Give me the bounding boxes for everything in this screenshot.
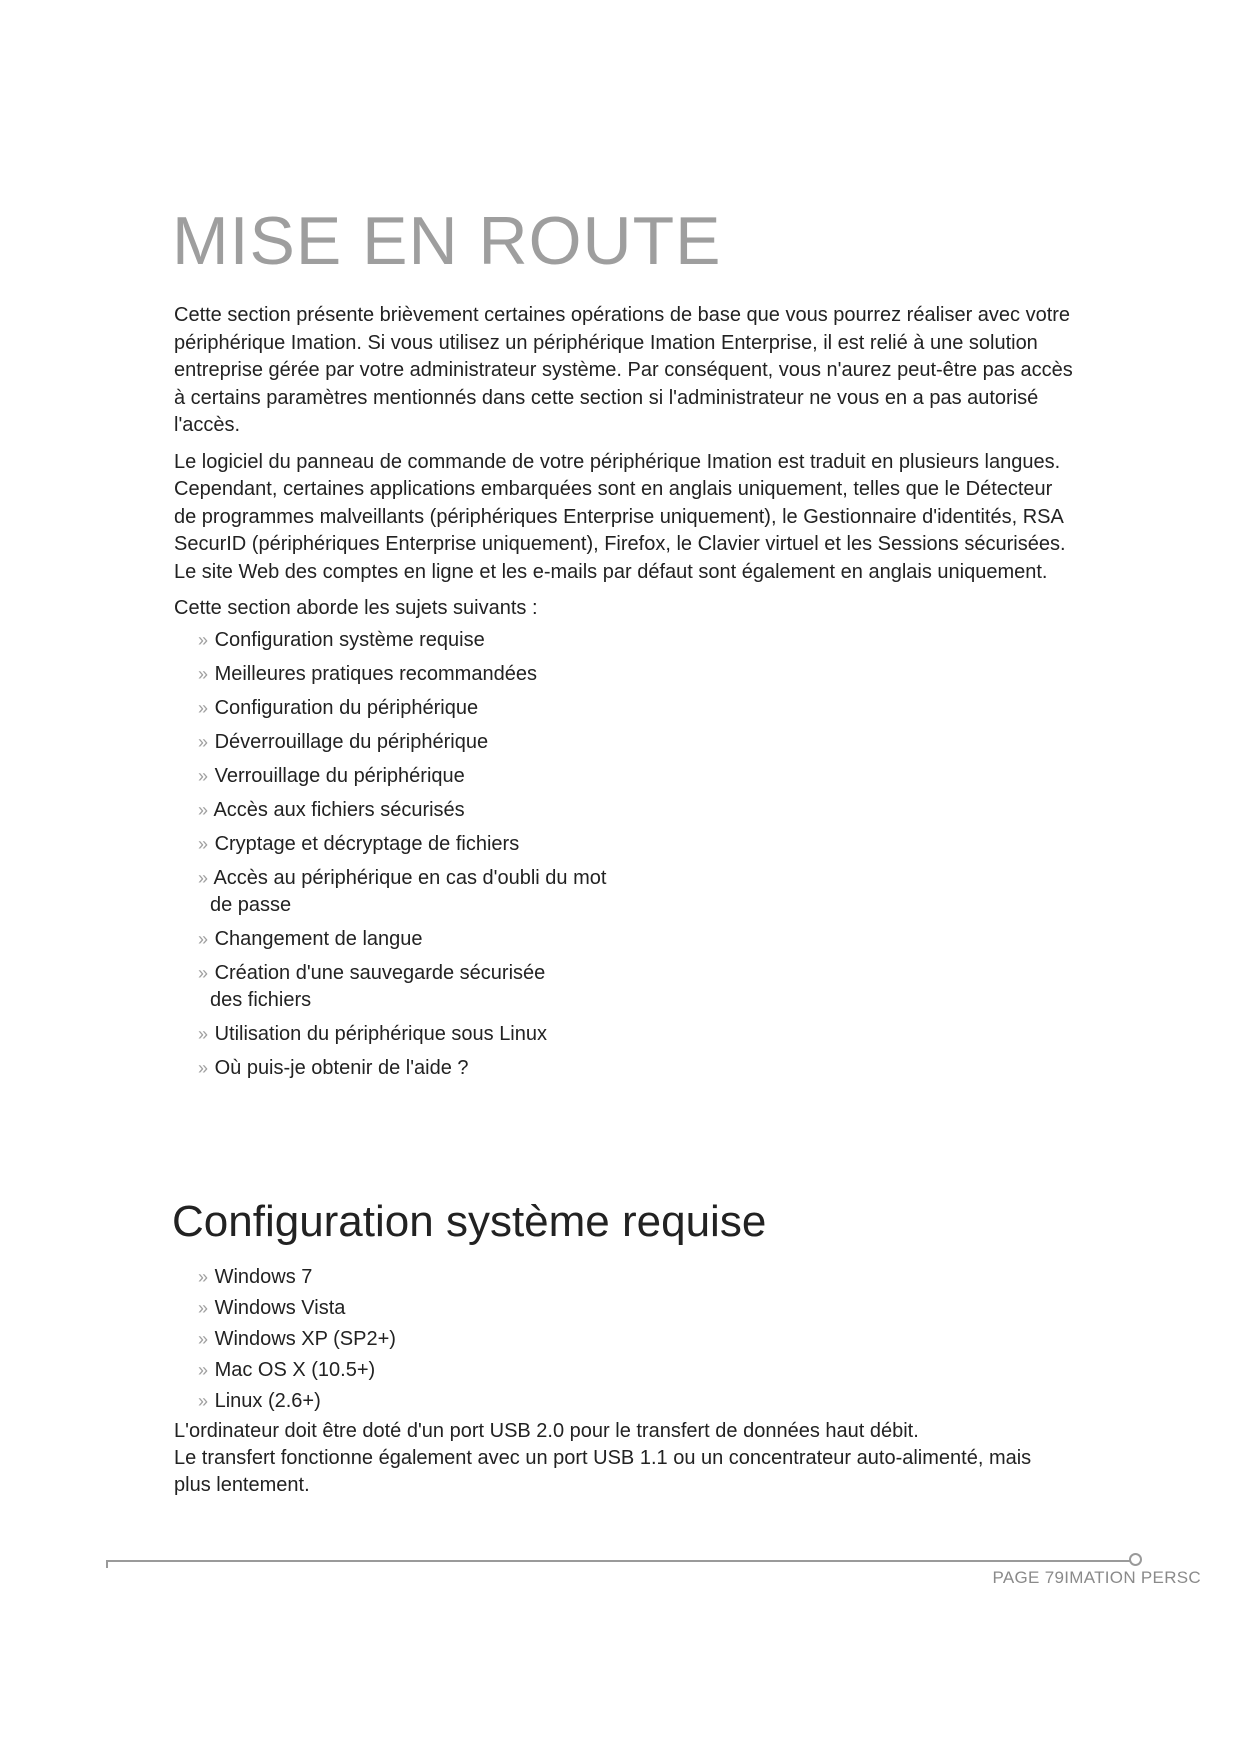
list-item: » Accès aux fichiers sécurisés bbox=[198, 798, 465, 821]
list-item: » Où puis-je obtenir de l'aide ? bbox=[198, 1056, 469, 1079]
chevron-right-icon: » bbox=[198, 765, 206, 786]
page-title: MISE EN ROUTE bbox=[172, 203, 722, 279]
list-item: » Cryptage et décryptage de fichiers bbox=[198, 832, 520, 855]
list-item: » Changement de langue bbox=[198, 927, 423, 950]
section-heading: Configuration système requise bbox=[172, 1197, 767, 1246]
chevron-right-icon: » bbox=[198, 1391, 206, 1411]
chevron-right-icon: » bbox=[198, 1023, 206, 1044]
chevron-right-icon: » bbox=[198, 1360, 206, 1380]
requirements-note: L'ordinateur doit être doté d'un port USB 2.0 pour le transfert de données haut débit. bbox=[174, 1420, 919, 1442]
chevron-right-icon: » bbox=[198, 697, 206, 718]
page-number: PAGE 79IMATION PERSC bbox=[992, 1568, 1201, 1587]
list-item: » Windows 7 bbox=[198, 1266, 313, 1288]
systems-list bbox=[174, 1263, 1074, 1415]
list-item: » Déverrouillage du périphérique bbox=[198, 730, 489, 753]
requirements-section bbox=[174, 1263, 1074, 1499]
list-item: » Verrouillage du périphérique bbox=[198, 764, 465, 787]
footer-rule-tick bbox=[106, 1560, 108, 1568]
chevron-right-icon: » bbox=[198, 629, 206, 650]
chevron-right-icon: » bbox=[198, 867, 206, 888]
list-item: » Accès au périphérique en cas d'oubli du mot de passe bbox=[198, 866, 607, 916]
chevron-right-icon: » bbox=[198, 833, 206, 854]
chevron-right-icon: » bbox=[198, 1298, 206, 1318]
list-item: » Meilleures pratiques recommandées bbox=[198, 662, 537, 685]
footer-rule-end-icon bbox=[1129, 1553, 1142, 1566]
chevron-right-icon: » bbox=[198, 1057, 206, 1078]
intro-section bbox=[174, 302, 1074, 1089]
list-item: » Création d'une sauvegarde sécurisée des fichiers bbox=[198, 961, 546, 1011]
chevron-right-icon: » bbox=[198, 962, 206, 983]
intro-paragraph: Cette section présente brièvement certaines opérations de base que vous pourrez réaliser avec votre périphérique Imation. Si vous utilisez un périphérique Imation Enterprise, il est relié à une solution entreprise gérée par votre administrateur système. Par conséquent, vous n'aurez peut-être pas accès à certains paramètres mentionnés dans cette section si l'administrateur ne vous en a pas autorisé l'accès. bbox=[174, 304, 1073, 436]
list-item: » Utilisation du périphérique sous Linux bbox=[198, 1022, 547, 1045]
chevron-right-icon: » bbox=[198, 799, 206, 820]
requirements-note: Le transfert fonctionne également avec un port USB 1.1 ou un concentrateur auto-alimenté, mais plus lentement. bbox=[174, 1447, 1032, 1496]
chevron-right-icon: » bbox=[198, 731, 206, 752]
footer-rule bbox=[106, 1560, 1132, 1562]
list-item: » Windows Vista bbox=[198, 1297, 346, 1319]
list-item: » Configuration système requise bbox=[198, 628, 485, 651]
topics-lead: Cette section aborde les sujets suivants : bbox=[174, 597, 538, 619]
chevron-right-icon: » bbox=[198, 1267, 206, 1287]
topics-list bbox=[174, 627, 1074, 1082]
list-item: » Mac OS X (10.5+) bbox=[198, 1359, 376, 1381]
list-item: » Windows XP (SP2+) bbox=[198, 1328, 396, 1350]
chevron-right-icon: » bbox=[198, 928, 206, 949]
chevron-right-icon: » bbox=[198, 1329, 206, 1349]
chevron-right-icon: » bbox=[198, 663, 206, 684]
list-item: » Configuration du périphérique bbox=[198, 696, 479, 719]
intro-paragraph: Le logiciel du panneau de commande de votre périphérique Imation est traduit en plusieurs langues. Cependant, certaines applications embarquées sont en anglais uniquement, telles que le Détecteur de programmes malveillants (périphériques Enterprise uniquement), le Gestionnaire d'identités, RSA SecurID (périphériques Enterprise uniquement), Firefox, le Clavier virtuel et les Sessions sécurisées. Le site Web des comptes en ligne et les e-mails par défaut sont également en anglais uniquement. bbox=[174, 450, 1066, 583]
list-item: » Linux (2.6+) bbox=[198, 1390, 321, 1412]
